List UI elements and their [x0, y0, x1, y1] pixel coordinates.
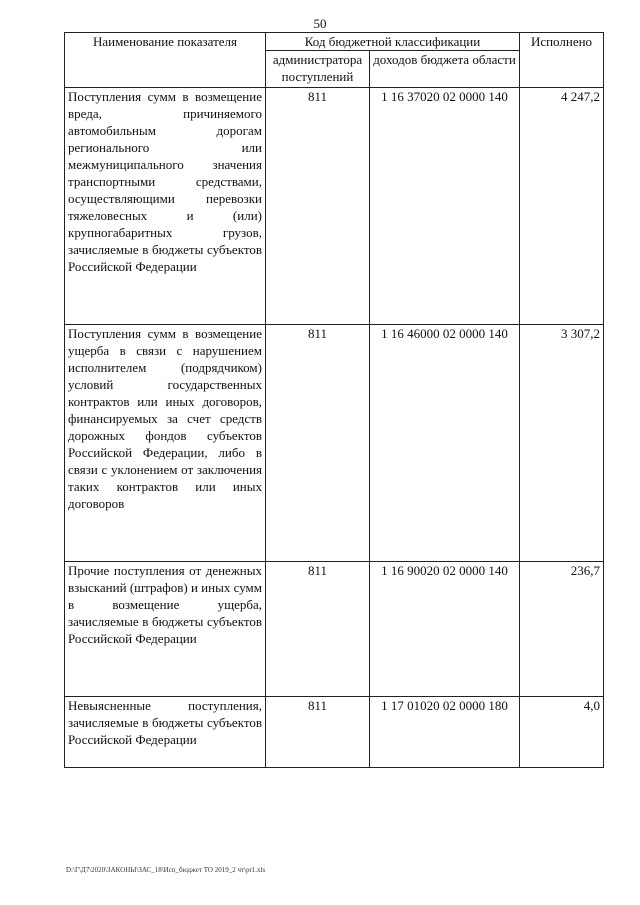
row-value: 4 247,2 [520, 88, 604, 325]
subheader-income-code: доходов бюджета области [370, 51, 520, 88]
row-name: Невыясненные поступления, зачисляемые в бюджеты субъектов Российской Федерации [65, 697, 266, 768]
row-admin-code: 811 [266, 562, 370, 697]
row-name: Поступления сумм в возмещение вреда, причиняемого автомобильным дорогам регионального или межмуниципального значения транспортными средствами, осуществляющими перевозки тяжеловесных и (или) крупногабаритных грузов, зачисляемые в бюджеты субъектов Российской Федерации [65, 88, 266, 325]
row-name: Прочие поступления от денежных взысканий (штрафов) и иных сумм в возмещение ущерба, зачисляемые в бюджеты субъектов Российской Федерации [65, 562, 266, 697]
table-row [65, 562, 604, 697]
file-path-footer: D:\Г\Д7\2020\ЗАКОНЫ\ЗАС_18\Исп_бюджет ТО 2019_2 чт\pr1.xls [66, 866, 266, 874]
row-name: Поступления сумм в возмещение ущерба в связи с нарушением исполнителем (подрядчиком) условий государственных контрактов или иных договоров, финансируемых за счет средств дорожных фондов субъектов Российской Федерации, либо в связи с уклонением от заключения таких контрактов или иных договоров [65, 325, 266, 562]
table-row [65, 88, 604, 325]
table-row [65, 697, 604, 768]
header-budget-code: Код бюджетной классификации [266, 33, 520, 51]
table-row [65, 325, 604, 562]
page-number: 50 [313, 16, 327, 31]
row-admin-code: 811 [266, 325, 370, 562]
row-income-code: 1 16 37020 02 0000 140 [370, 88, 520, 325]
row-value: 4,0 [520, 697, 604, 768]
header-indicator-name: Наименование показателя [65, 33, 266, 88]
row-value: 236,7 [520, 562, 604, 697]
header-executed: Исполнено [520, 33, 604, 88]
row-admin-code: 811 [266, 88, 370, 325]
row-income-code: 1 17 01020 02 0000 180 [370, 697, 520, 768]
row-income-code: 1 16 46000 02 0000 140 [370, 325, 520, 562]
row-admin-code: 811 [266, 697, 370, 768]
budget-table [64, 32, 604, 768]
row-value: 3 307,2 [520, 325, 604, 562]
subheader-administrator: администратора поступлений [266, 51, 370, 88]
row-income-code: 1 16 90020 02 0000 140 [370, 562, 520, 697]
